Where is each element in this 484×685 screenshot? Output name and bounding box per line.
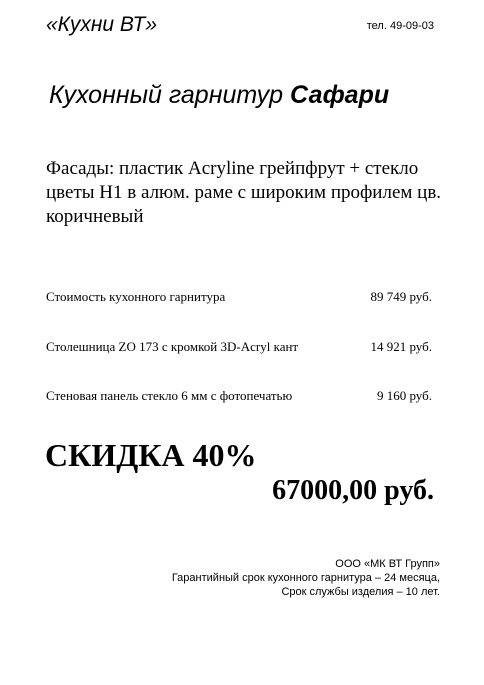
item-name: Стеновая панель стекло 6 мм с фотопечатью: [46, 388, 293, 403]
company-name: «Кухни ВТ»: [46, 13, 157, 36]
page-title: [49, 79, 389, 111]
price-row: [46, 288, 432, 306]
footer-company: ООО «МК ВТ Групп»: [335, 558, 440, 570]
price-row: [46, 387, 432, 405]
item-price: 9 160 руб.: [376, 388, 432, 403]
item-name: Стоимость кухонного гарнитура: [46, 289, 226, 304]
footer-warranty: Гарантийный срок кухонного гарнитура – 24 месяца,: [171, 572, 440, 584]
total-price: 67000,00 руб.: [272, 475, 434, 506]
phone-number: тел. 49-09-03: [366, 20, 434, 32]
footer-service-life: Срок службы изделия – 10 лет.: [281, 586, 440, 598]
item-name: Столешница ZO 173 с кромкой 3D-Acryl кант: [46, 339, 299, 354]
product-description: Фасады: пластик Acryline грейпфрут + стекло цветы Н1 в алюм. раме с широким профилем цв. коричневый: [46, 158, 442, 227]
title-prefix: Кухонный гарнитур: [49, 81, 290, 109]
footer-info: [172, 557, 440, 599]
item-price: 89 749 руб.: [370, 289, 432, 304]
item-price: 14 921 руб.: [370, 339, 432, 354]
discount-label: СКИДКА 40%: [45, 437, 257, 473]
price-row: [46, 338, 432, 356]
title-model: Сафари: [289, 81, 390, 109]
